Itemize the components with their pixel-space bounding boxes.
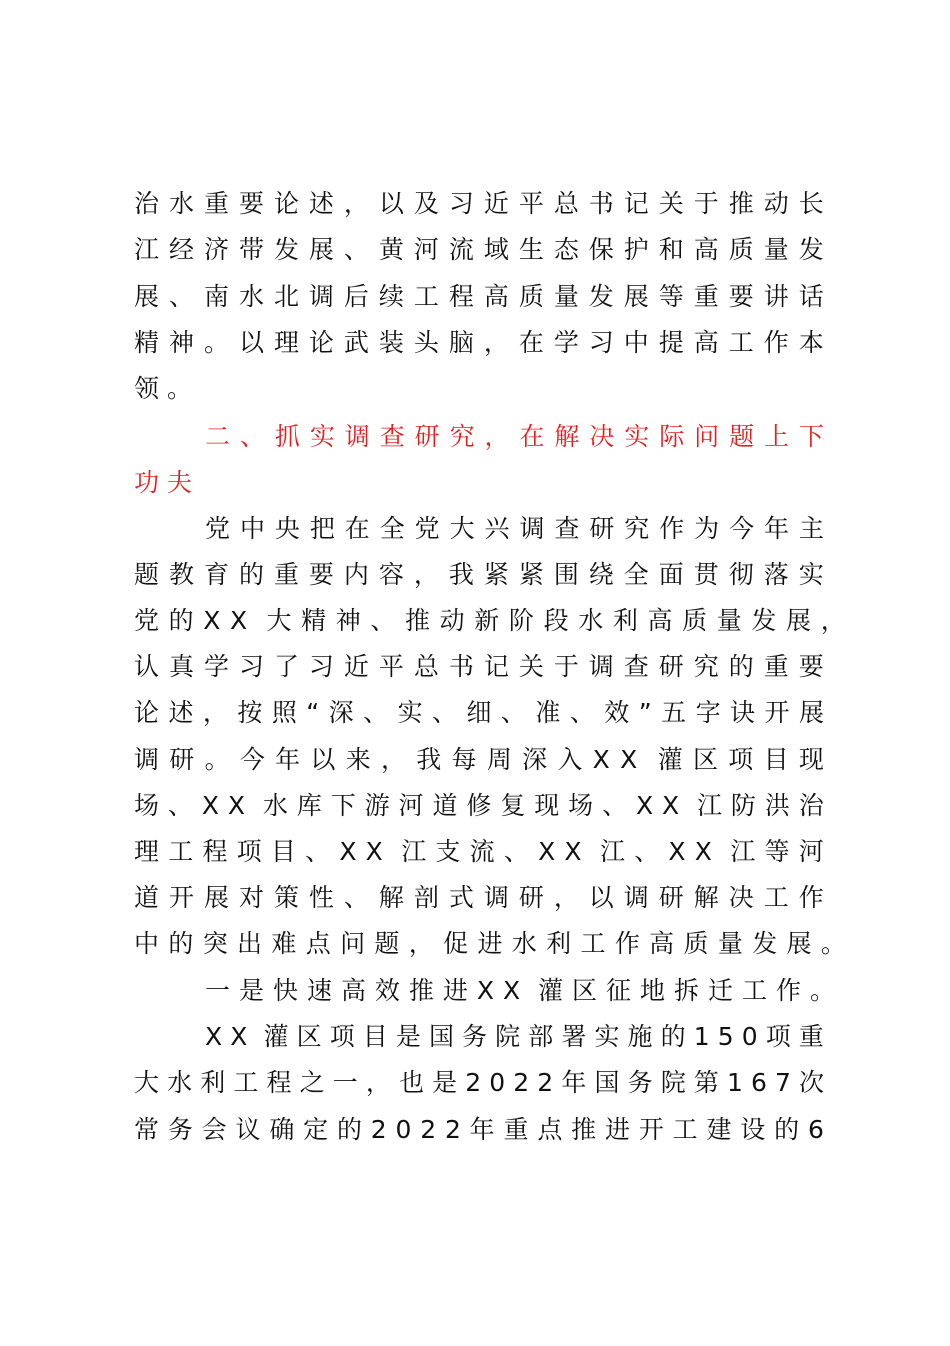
body-text-line: 治 水 重 要 论 述 ， 以 及 习 近 平 总 书 记 关 于 推 动 长 [134,189,824,218]
body-text-line: 认 真 学 习 了 习 近 平 总 书 记 关 于 调 查 研 究 的 重 要 [134,652,824,681]
body-text-line: 一 是 快 速 高 效 推 进 X X 灌 区 征 地 拆 迁 工 作 。 [205,976,835,1005]
body-text-line: 调 研 。 今 年 以 来 ， 我 每 周 深 入 X X 灌 区 项 目 现 [134,745,824,774]
body-text-line: 展 、 南 水 北 调 后 续 工 程 高 质 量 发 展 等 重 要 讲 话 [134,282,824,311]
body-text-line: 理 工 程 项 目 、 X X 江 支 流 、 X X 江 、 X X 江 等 河 [134,837,824,866]
body-text-line: X X 灌 区 项 目 是 国 务 院 部 署 实 施 的 1 5 0 项 重 [205,1022,824,1051]
body-text-line: 大 水 利 工 程 之 一 ， 也 是 2 0 2 2 年 国 务 院 第 1 6 7 次 [134,1068,824,1097]
body-text-line: 江 经 济 带 发 展 、 黄 河 流 域 生 态 保 护 和 高 质 量 发 [134,235,824,264]
body-text-line: 精 神 。 以 理 论 武 装 头 脑 ， 在 学 习 中 提 高 工 作 本 [134,328,824,357]
body-text-line: 常 务 会 议 确 定 的 2 0 2 2 年 重 点 推 进 开 工 建 设 的 6 [134,1115,824,1144]
body-text-line: 领。 [134,374,201,403]
body-text-line: 中 的 突 出 难 点 问 题 ， 促 进 水 利 工 作 高 质 量 发 展 。 [134,929,846,958]
body-text-line: 党 中 央 把 在 全 党 大 兴 调 查 研 究 作 为 今 年 主 [205,514,824,543]
section-heading-continued: 功夫 [134,468,201,497]
body-text-line: 党 的 X X 大 精 神 、 推 动 新 阶 段 水 利 高 质 量 发 展 ， [134,606,846,635]
body-text-line: 题 教 育 的 重 要 内 容 ， 我 紧 紧 围 绕 全 面 贯 彻 落 实 [134,560,824,589]
body-text-line: 道 开 展 对 策 性 、 解 剖 式 调 研 ， 以 调 研 解 决 工 作 [134,883,824,912]
section-heading: 二 、 抓 实 调 查 研 究 ， 在 解 决 实 际 问 题 上 下 [205,422,824,451]
body-text-line: 场 、 X X 水 库 下 游 河 道 修 复 现 场 、 X X 江 防 洪 治 [134,791,824,820]
body-text-line: 论 述 ， 按 照 “ 深 、 实 、 细 、 准 、 效 ” 五 字 诀 开 展 [134,698,824,727]
